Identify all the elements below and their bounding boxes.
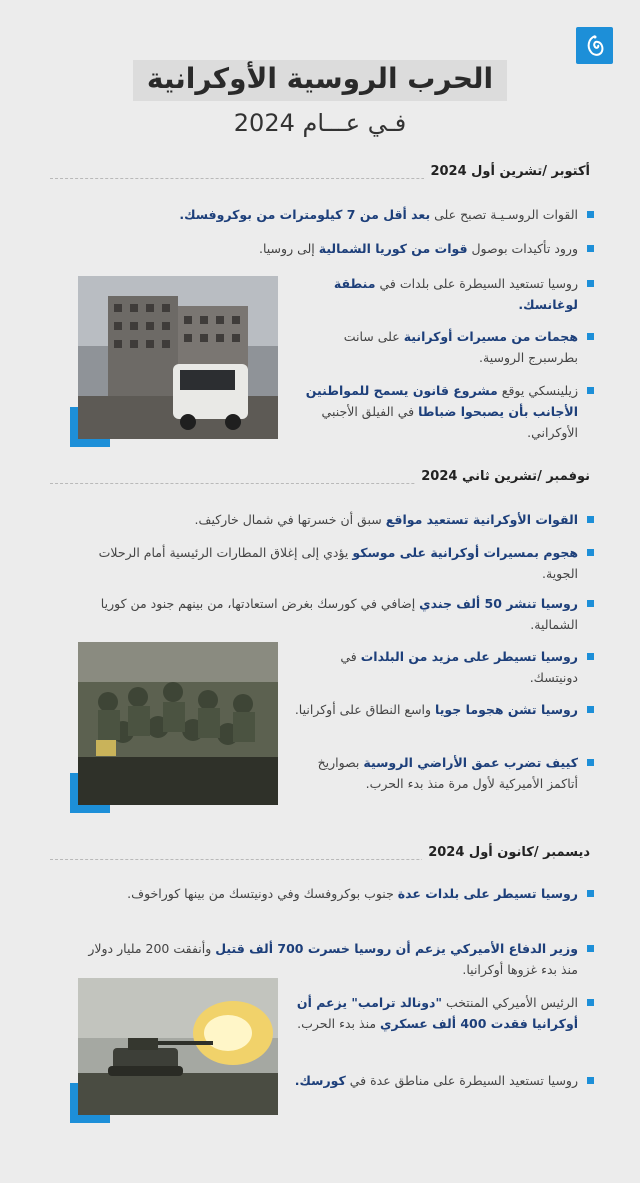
list-item: هجوم بمسيرات أوكرانية على موسكو يؤدي إلى إغلاق المطارات الرئيسية أمام الرحلات الجوية. — [78, 542, 578, 584]
bullet-icon — [587, 945, 594, 952]
list-item: القوات الروسـيـة تصبح على بعد أقل من 7 كيلومترات من بوكروفسك. — [78, 204, 578, 225]
bullet-icon — [587, 999, 594, 1006]
list-item: روسيا تنشر 50 ألف جندي إضافي في كورسك بغرض استعادتها، من بينهم جنود من كوريا الشمالية. — [78, 593, 578, 635]
bullet-icon — [587, 549, 594, 556]
bullet-icon — [587, 387, 594, 394]
list-item: هجمات من مسيرات أوكرانية على سانت بطرسبرج الروسية. — [293, 326, 578, 368]
section-label: نوفمبر /تشرين ثاني 2024 — [415, 469, 590, 484]
list-item: القوات الأوكرانية تستعيد مواقع سبق أن خسرتها في شمال خاركيف. — [78, 509, 578, 530]
bullet-icon — [587, 245, 594, 252]
list-item: زيلينسكي يوقع مشروع قانون يسمح للمواطنين الأجانب بأن يصبحوا ضباطا في الفيلق الأجنبي الأوكراني. — [293, 380, 578, 443]
page-subtitle: فـي عـــام 2024 — [233, 109, 407, 137]
section-header — [50, 845, 590, 865]
bullet-icon — [587, 516, 594, 523]
bullet-icon — [587, 653, 594, 660]
bullet-icon — [587, 211, 594, 218]
page-title: الحرب الروسية الأوكرانية — [133, 60, 507, 101]
photo-tank-firing — [78, 978, 278, 1115]
bullet-icon — [587, 280, 594, 287]
photo-destroyed-building — [78, 276, 278, 439]
list-item: روسيا تسيطر على بلدات عدة جنوب بوكروفسك وفي دونيتسك من بينها كوراخوف. — [78, 883, 578, 904]
list-item: روسيا تستعيد السيطرة على بلدات في منطقة لوغانسك. — [293, 273, 578, 315]
section-header — [50, 469, 590, 489]
bullet-icon — [587, 759, 594, 766]
list-item: كييف تضرب عمق الأراضي الروسية بصواريخ أتاكمز الأميركية لأول مرة منذ بدء الحرب. — [293, 752, 578, 794]
bullet-icon — [587, 706, 594, 713]
list-item: روسيا تسيطر على مزيد من البلدات في دونيتسك. — [293, 646, 578, 688]
list-item: روسيا تشن هجوما جويا واسع النطاق على أوكرانيا. — [293, 699, 578, 720]
bullet-icon — [587, 333, 594, 340]
list-item: وزير الدفاع الأميركي يزعم أن روسيا خسرت 700 ألف قتيل وأنفقت 200 مليار دولار منذ بدء غزوها أوكرانيا. — [78, 938, 578, 980]
al-jazeera-logo — [576, 27, 613, 64]
photo-soldiers — [78, 642, 278, 805]
bullet-icon — [587, 890, 594, 897]
list-item: الرئيس الأميركي المنتخب "دونالد ترامب" يزعم أن أوكرانيا فقدت 400 ألف عسكري منذ بدء الحرب. — [293, 992, 578, 1034]
list-item: ورود تأكيدات بوصول قوات من كوريا الشمالية إلى روسيا. — [78, 238, 578, 259]
section-label: أكتوبر /تشرين أول 2024 — [424, 164, 590, 179]
bullet-icon — [587, 1077, 594, 1084]
section-label: ديسمبر /كانون أول 2024 — [422, 845, 590, 860]
bullet-icon — [587, 600, 594, 607]
section-header — [50, 164, 590, 184]
list-item: روسيا تستعيد السيطرة على مناطق عدة في كورسك. — [293, 1070, 578, 1091]
